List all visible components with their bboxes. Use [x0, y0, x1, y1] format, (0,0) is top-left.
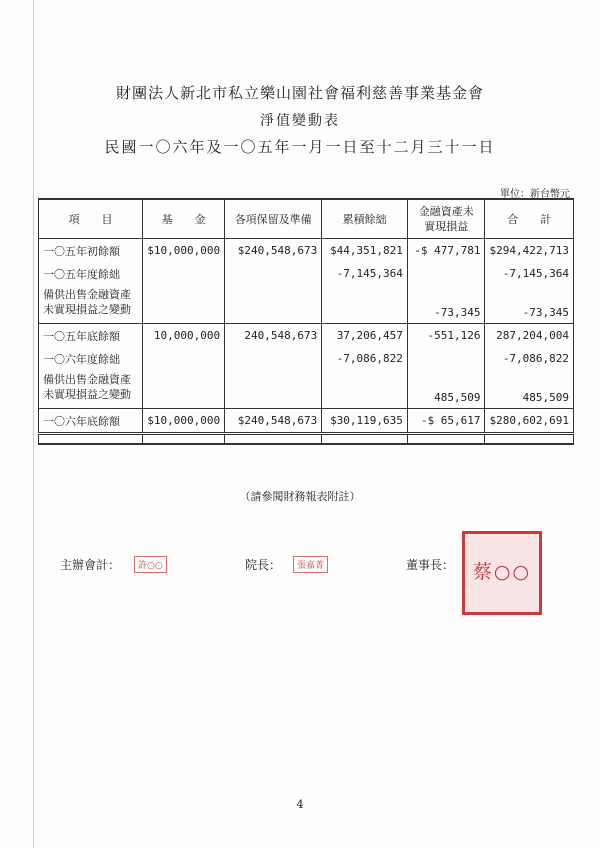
cell-reserve: $240,548,673 [225, 409, 322, 434]
row-label: 一〇六年底餘額 [39, 409, 143, 434]
col-accumulated: 累積餘絀 [322, 199, 408, 239]
cell-accumulated [322, 370, 408, 409]
cell-unrealized: 485,509 [407, 370, 485, 409]
cell-accumulated: -7,086,822 [322, 347, 408, 370]
table-row [39, 347, 574, 370]
col-reserve: 各項保留及準備 [225, 199, 322, 239]
cell-reserve [225, 285, 322, 324]
table-row [39, 409, 574, 434]
table-row [39, 370, 574, 409]
cell-unrealized [407, 347, 485, 370]
row-label: 一〇五年初餘額 [39, 239, 143, 263]
cell-reserve [225, 262, 322, 285]
accountant-stamp: 許○○ [134, 556, 167, 573]
col-unrealized: 金融資產未實現損益 [407, 199, 485, 239]
accountant-label: 主辦會計： [60, 558, 121, 572]
cell-unrealized: -551,126 [407, 324, 485, 348]
cell-unrealized: -$ 65,617 [407, 409, 485, 434]
chairman-label: 董事長： [406, 558, 455, 572]
cell-fund: $10,000,000 [143, 239, 225, 263]
cell-total: -73,345 [485, 285, 574, 324]
director-stamp: 張嘉菁 [293, 556, 328, 573]
chairman-seal-text: 蔡○○ [472, 561, 532, 583]
cell-fund [143, 347, 225, 370]
table-row [39, 262, 574, 285]
table-row [39, 285, 574, 324]
currency-unit: 單位：新台幣元 [500, 189, 570, 200]
table-bottom-rule [39, 434, 574, 445]
table-row [39, 324, 574, 348]
cell-total: 287,204,004 [485, 324, 574, 348]
row-label: 備供出售金融資產未實現損益之變動 [39, 370, 143, 409]
report-period: 民國一〇六年及一〇五年一月一日至十二月三十一日 [104, 138, 496, 156]
cell-total: 485,509 [485, 370, 574, 409]
row-label: 備供出售金融資產未實現損益之變動 [39, 285, 143, 324]
cell-accumulated: $30,119,635 [322, 409, 408, 434]
cell-reserve: 240,548,673 [225, 324, 322, 348]
col-total: 合 計 [485, 199, 574, 239]
row-label: 一〇五年度餘絀 [39, 262, 143, 285]
table-row [39, 239, 574, 263]
row-label: 一〇五年底餘額 [39, 324, 143, 348]
col-fund: 基 金 [143, 199, 225, 239]
cell-reserve [225, 370, 322, 409]
cell-total: -7,145,364 [485, 262, 574, 285]
cell-unrealized: -$ 477,781 [407, 239, 485, 263]
cell-reserve: $240,548,673 [225, 239, 322, 263]
cell-fund [143, 285, 225, 324]
page-number: 4 [296, 798, 304, 811]
cell-accumulated [322, 285, 408, 324]
cell-total: $280,602,691 [485, 409, 574, 434]
cell-fund: 10,000,000 [143, 324, 225, 348]
cell-reserve [225, 347, 322, 370]
cell-accumulated: $44,351,821 [322, 239, 408, 263]
col-item: 項 目 [39, 199, 143, 239]
director-label: 院長： [245, 558, 282, 572]
cell-unrealized [407, 262, 485, 285]
cell-total: -7,086,822 [485, 347, 574, 370]
report-title: 淨值變動表 [260, 113, 340, 129]
equity-change-table [38, 198, 574, 445]
chairman-seal [462, 531, 542, 615]
cell-fund: $10,000,000 [143, 409, 225, 434]
row-label: 一〇六年度餘絀 [39, 347, 143, 370]
cell-unrealized: -73,345 [407, 285, 485, 324]
cell-fund [143, 262, 225, 285]
organization-title: 財團法人新北市私立樂山園社會福利慈善事業基金會 [115, 84, 484, 102]
table-header-row [39, 199, 574, 239]
cell-accumulated: 37,206,457 [322, 324, 408, 348]
cell-fund [143, 370, 225, 409]
cell-total: $294,422,713 [485, 239, 574, 263]
notes-reference: （請參閱財務報表附註） [239, 490, 361, 503]
cell-accumulated: -7,145,364 [322, 262, 408, 285]
